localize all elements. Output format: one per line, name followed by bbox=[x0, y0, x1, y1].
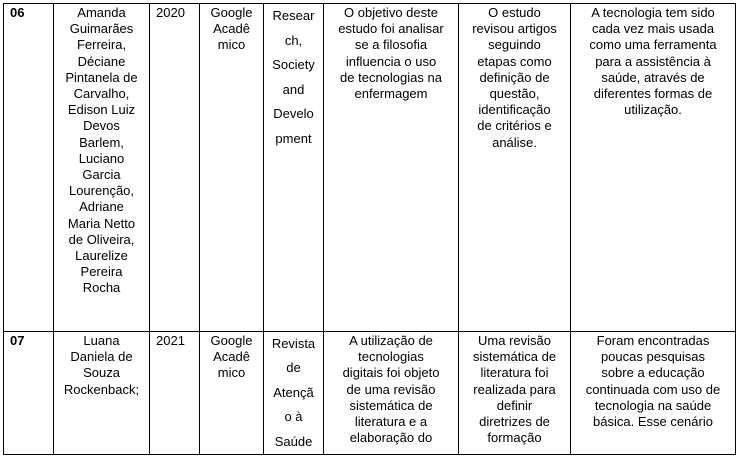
method-line: de critérios e bbox=[477, 118, 552, 134]
journal-line: Revista bbox=[271, 336, 316, 351]
results-cell bbox=[571, 4, 736, 332]
authors-line: Pereira bbox=[80, 264, 123, 280]
results-line: básica. Esse cenário bbox=[593, 414, 713, 430]
authors-line: Adriane bbox=[79, 199, 124, 215]
method-line: realizada para bbox=[473, 381, 556, 397]
journal-line: Develo bbox=[273, 106, 314, 121]
method-line: definição de bbox=[479, 69, 550, 85]
authors-line: Daniela de bbox=[70, 349, 133, 365]
results-line: diferentes formas de bbox=[593, 86, 713, 102]
results-line: cada vez mais usada bbox=[591, 21, 715, 37]
authors-line: Luciano bbox=[78, 150, 125, 166]
method-line: Uma revisão bbox=[478, 333, 551, 348]
objective-line: influencia o uso bbox=[345, 53, 437, 69]
year-cell bbox=[150, 4, 200, 332]
objective-line: estudo foi analisar bbox=[338, 21, 444, 37]
objective-line: literatura e a bbox=[354, 414, 428, 430]
results-line: A tecnologia tem sido bbox=[591, 5, 715, 20]
journal-line: Resear bbox=[272, 8, 315, 23]
objective-cell bbox=[324, 332, 459, 455]
authors-line: Déciane bbox=[77, 53, 126, 69]
method-line: seguindo bbox=[488, 37, 541, 53]
journal-line: Atençã bbox=[273, 384, 314, 400]
method-cell bbox=[459, 4, 571, 332]
objective-line: digitais foi objeto bbox=[342, 365, 440, 381]
results-line: continuada com uso de bbox=[585, 381, 721, 397]
authors-line: Ferreira, bbox=[76, 37, 127, 53]
method-line: literatura foi bbox=[480, 365, 549, 381]
objective-line: sistemática de bbox=[349, 397, 433, 413]
method-cell bbox=[459, 332, 571, 455]
objective-line: elaboração do bbox=[349, 430, 433, 446]
journal-line: de bbox=[286, 360, 301, 376]
journal-line: and bbox=[282, 81, 305, 97]
results-line: tecnologia na saúde bbox=[594, 397, 712, 413]
table-row bbox=[4, 332, 736, 455]
authors-line: Amanda bbox=[77, 5, 126, 20]
authors-line: Garcia bbox=[82, 167, 121, 183]
journal-line: ch, bbox=[284, 32, 303, 48]
row-number-cell bbox=[4, 332, 54, 455]
method-line: sistemática de bbox=[472, 349, 557, 365]
authors-line: Carvalho, bbox=[73, 86, 130, 102]
journal-line: pment bbox=[275, 130, 312, 146]
database-line: Acadê bbox=[213, 349, 250, 365]
method-line: etapas como bbox=[477, 53, 552, 69]
results-line: sobre a educação bbox=[601, 365, 705, 381]
objective-cell bbox=[324, 4, 459, 332]
authors-line: Souza bbox=[83, 365, 120, 381]
objective-line: A utilização de bbox=[349, 333, 433, 348]
objective-line: de uma revisão bbox=[346, 381, 436, 397]
database-cell bbox=[200, 332, 264, 455]
database-line: Acadê bbox=[213, 21, 250, 37]
journal-line: Society bbox=[272, 57, 315, 72]
authors-line: Lourenção, bbox=[68, 183, 135, 199]
method-line: questão, bbox=[489, 86, 540, 102]
authors-cell bbox=[54, 4, 150, 332]
database-line: mico bbox=[217, 37, 246, 53]
database-line: Google bbox=[210, 5, 253, 20]
objective-line: enfermagem bbox=[354, 86, 428, 102]
results-line: utilização. bbox=[624, 102, 682, 118]
authors-cell bbox=[54, 332, 150, 455]
authors-line: Rocha bbox=[82, 280, 121, 296]
authors-line: Maria Netto bbox=[67, 215, 136, 231]
authors-line: Pintanela de bbox=[65, 69, 138, 85]
method-line: diretrizes de bbox=[479, 414, 550, 430]
authors-line: de Oliveira, bbox=[68, 231, 135, 247]
authors-line: Laurelize bbox=[75, 248, 128, 264]
authors-line: Barlem, bbox=[79, 134, 124, 150]
objective-line: se a filosofia bbox=[354, 37, 428, 53]
authors-line: Rockenback; bbox=[63, 381, 140, 397]
database-line: mico bbox=[217, 365, 246, 381]
method-line: análise. bbox=[492, 134, 537, 150]
objective-line: de tecnologias na bbox=[340, 69, 442, 85]
authors-line: Guimarães bbox=[69, 21, 134, 37]
database-line: Google bbox=[210, 333, 253, 348]
method-line: O estudo bbox=[488, 5, 541, 20]
method-line: identificação bbox=[478, 102, 551, 118]
method-line: formação bbox=[487, 430, 542, 446]
journal-line: o à bbox=[284, 409, 303, 425]
authors-line: Devos bbox=[83, 118, 120, 134]
results-line: poucas pesquisas bbox=[600, 349, 706, 365]
journal-cell bbox=[264, 332, 324, 455]
method-line: revisou artigos bbox=[472, 21, 557, 37]
results-cell bbox=[571, 332, 736, 455]
objective-line: O objetivo deste bbox=[344, 5, 438, 20]
year-value: 2020 bbox=[156, 5, 185, 20]
results-line: Foram encontradas bbox=[596, 333, 710, 348]
row-number: 07 bbox=[10, 333, 25, 348]
authors-line: Luana bbox=[83, 333, 120, 348]
journal-line: Saúde bbox=[274, 433, 313, 449]
year-cell bbox=[150, 332, 200, 455]
method-line: definir bbox=[496, 397, 533, 413]
year-value: 2021 bbox=[156, 333, 185, 348]
row-number-cell bbox=[4, 4, 54, 332]
results-line: saúde, através de bbox=[601, 69, 705, 85]
database-cell bbox=[200, 4, 264, 332]
objective-line: tecnologias bbox=[358, 349, 424, 365]
journal-cell bbox=[264, 4, 324, 332]
literature-review-table bbox=[3, 3, 736, 455]
results-line: como uma ferramenta bbox=[589, 37, 717, 53]
row-number: 06 bbox=[10, 5, 25, 20]
results-line: para a assistência à bbox=[595, 53, 711, 69]
authors-line: Edison Luiz bbox=[67, 102, 136, 118]
table-row bbox=[4, 4, 736, 332]
